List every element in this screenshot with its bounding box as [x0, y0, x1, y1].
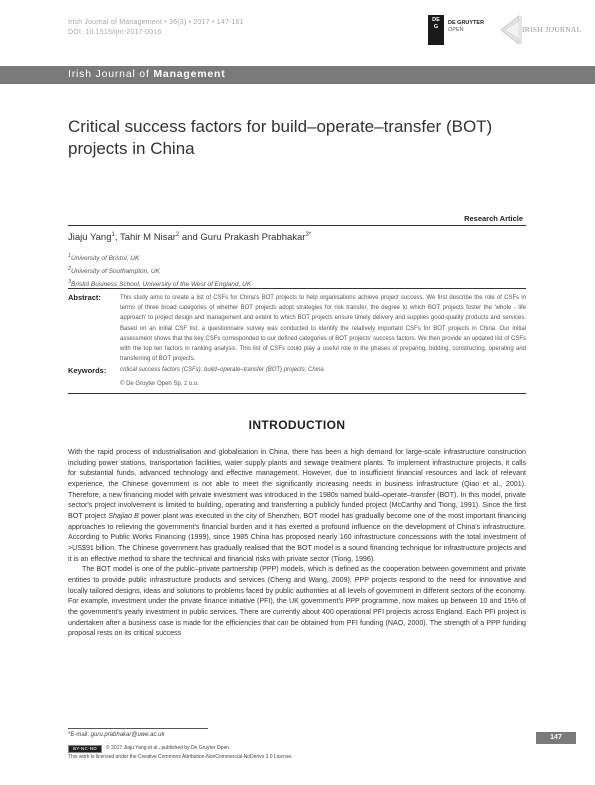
journal-banner-text	[68, 68, 226, 80]
affiliation-sup: 2	[68, 266, 72, 273]
project-name: Shajiao B	[108, 511, 139, 520]
text-run: With the rapid process of industrialisation and globalisation in China, there has been a high demand for large-scale infrastructure construction including power stations, transportation facilities, water supply plants and sewage treatment plants. To implement infrastructure projects, it calls for substantial funds, advanced technology and effective management. However, due to insufficient financial resources and lack of relevant experience, the Chinese government is not able to meet the significantly increasing needs in business infrastructure (Qiao et al., 2001). Therefore, a new financing model with private investment was introduced in the 1980s named build–operate–transfer (BOT). In this model, private sector's project involvement is limited to building, operating and transferring a publicly funded project (McCarthy and Tiong, 1991). Since the first BOT project	[68, 448, 526, 520]
affiliation-text: University of Bristol, UK	[71, 255, 140, 263]
divider	[68, 393, 526, 394]
affiliation-text: Bristol Business School, University of the West of England, UK	[71, 281, 252, 289]
banner-prefix: Irish Journal of	[68, 68, 154, 80]
article-type: Research Article	[464, 214, 523, 223]
footer-copyright: © 2017 Jiaju Yang et al., published by De Gruyter Open.	[106, 745, 231, 751]
text-run: power plant was executed in the city of Shenzhen, BOT model has gradually become one of the most important financing approaches to relieving the government's financial burden and it has exerted a profound influence on the development of China's infrastructure. According to Public Works Financing (1999), since 1985 China has proposed nearly 160 infrastructure concessions with the total investment of >US$91 billion. The Chinese government has gradually realised that the BOT model is a sound financing technique for infrastructure projects and it is an effective method to share the technical and financial risks with private sector (Tiong, 1996).	[68, 511, 527, 563]
affiliation-list	[68, 251, 526, 290]
author-name: Tahir M Nisar	[119, 232, 176, 244]
paragraph: The BOT model is one of the public–private partnership (PPP) models, which is defined as the cooperation between government and private entities to provide public infrastructure products and services (Cheng and Wang, 2009). PPP projects respond to the need for innovative and locally tailored designs, ideas and solutions to problems faced by public authorities at all levels of government in different sectors of the economy. For example, investment under the private finance initiative (PFI), the UK government's PPP programme, now makes up between 10 and 15% of the government's yearly investment in public services. There are currently about 400 operational PFI projects across England. Each PFI project is undertaken after a business case is made for the efficiencies that can be obtained from PFI funding (NAO, 2000). The strength of a PPP funding proposal rests on its critical success	[68, 565, 526, 638]
footer-license: This work is licensed under the Creative Commons Attribution-NonCommercial-NoDerivs 3.0 License.	[68, 754, 293, 760]
affiliation-sup: 1	[68, 253, 72, 259]
banner-bold: Management	[153, 68, 226, 80]
footnote-email	[68, 732, 164, 738]
article-title: Critical success factors for build–operate–transfer (BOT) projects in China	[68, 117, 493, 158]
author-name: Guru Prakash Prabhakar	[200, 232, 306, 244]
author-separator: ,	[114, 232, 120, 244]
abstract-text: This study aims to create a list of CSFs for China's BOT projects to help organisations achieve project success. We first describe the role of CSFs in terms of three broad categories of whether BOT projects adopt strategies for risk transfer, the degree to which BOT projects foster the 'whole - life approach' to project design and management and extent to which BOT projects ensure timely delivery and supplies good-quality products and services. Based on an initial CSF list, a questionnaire survey was conducted to identify the relatively important CSFs for BOT projects in China. Our initial assessment shows that the key CSFs corresponded to our defined categories of BOT projects' success factors. We then provide an updated list of CSFs with the top ten factors in ranking analysis. This list of CSFs could play a useful role in the phases of preparing, bidding, constructing, operating and transferring of BOT projects.	[120, 295, 526, 363]
author-list	[68, 232, 526, 243]
body-text	[68, 447, 526, 639]
footnote-divider	[68, 728, 208, 729]
journal-line: Irish Journal of Management • 36(3) • 2017 • 147-161	[68, 19, 244, 26]
de-gruyter-logo-mark: DE G	[428, 15, 444, 45]
affiliation	[68, 264, 526, 277]
affiliation-text: University of Southampton, UK	[71, 268, 160, 276]
page-number: 147	[536, 732, 576, 744]
abstract-label: Abstract:	[68, 293, 101, 302]
article-copyright: © De Gruyter Open Sp. z o.o.	[120, 381, 199, 387]
author-separator: and	[179, 232, 201, 244]
section-heading: INTRODUCTION	[248, 418, 346, 432]
publisher-sub: OPEN	[448, 27, 464, 33]
de-gruyter-logo-text	[448, 20, 484, 34]
author-sup: 2	[175, 232, 180, 238]
email-label: *E-mail:	[68, 732, 91, 738]
affiliation-sup: 3	[68, 279, 72, 286]
cc-license-icon[interactable]: BY-NC-ND	[68, 745, 102, 753]
publisher-name: DE GRUYTER	[448, 20, 485, 26]
divider	[68, 225, 526, 226]
irish-journal-logo-text: IRISH JOURNAL	[522, 25, 582, 34]
keywords-text: critical success factors (CSFs); build–operate–transfer (BOT) projects; China	[120, 367, 324, 373]
author-name: Jiaju Yang	[68, 232, 112, 244]
doi-line: DOI: 10.1515/ijm-2017-0016	[68, 28, 162, 36]
author-sup: 3*	[305, 232, 312, 238]
journal-citation	[68, 18, 348, 37]
affiliation	[68, 251, 526, 264]
author-sup: 1	[111, 232, 115, 238]
email-link[interactable]: guru.prabhakar@uwe.ac.uk	[90, 732, 165, 738]
paragraph	[68, 447, 526, 564]
keywords-label: Keywords:	[68, 366, 107, 375]
divider	[68, 288, 526, 289]
